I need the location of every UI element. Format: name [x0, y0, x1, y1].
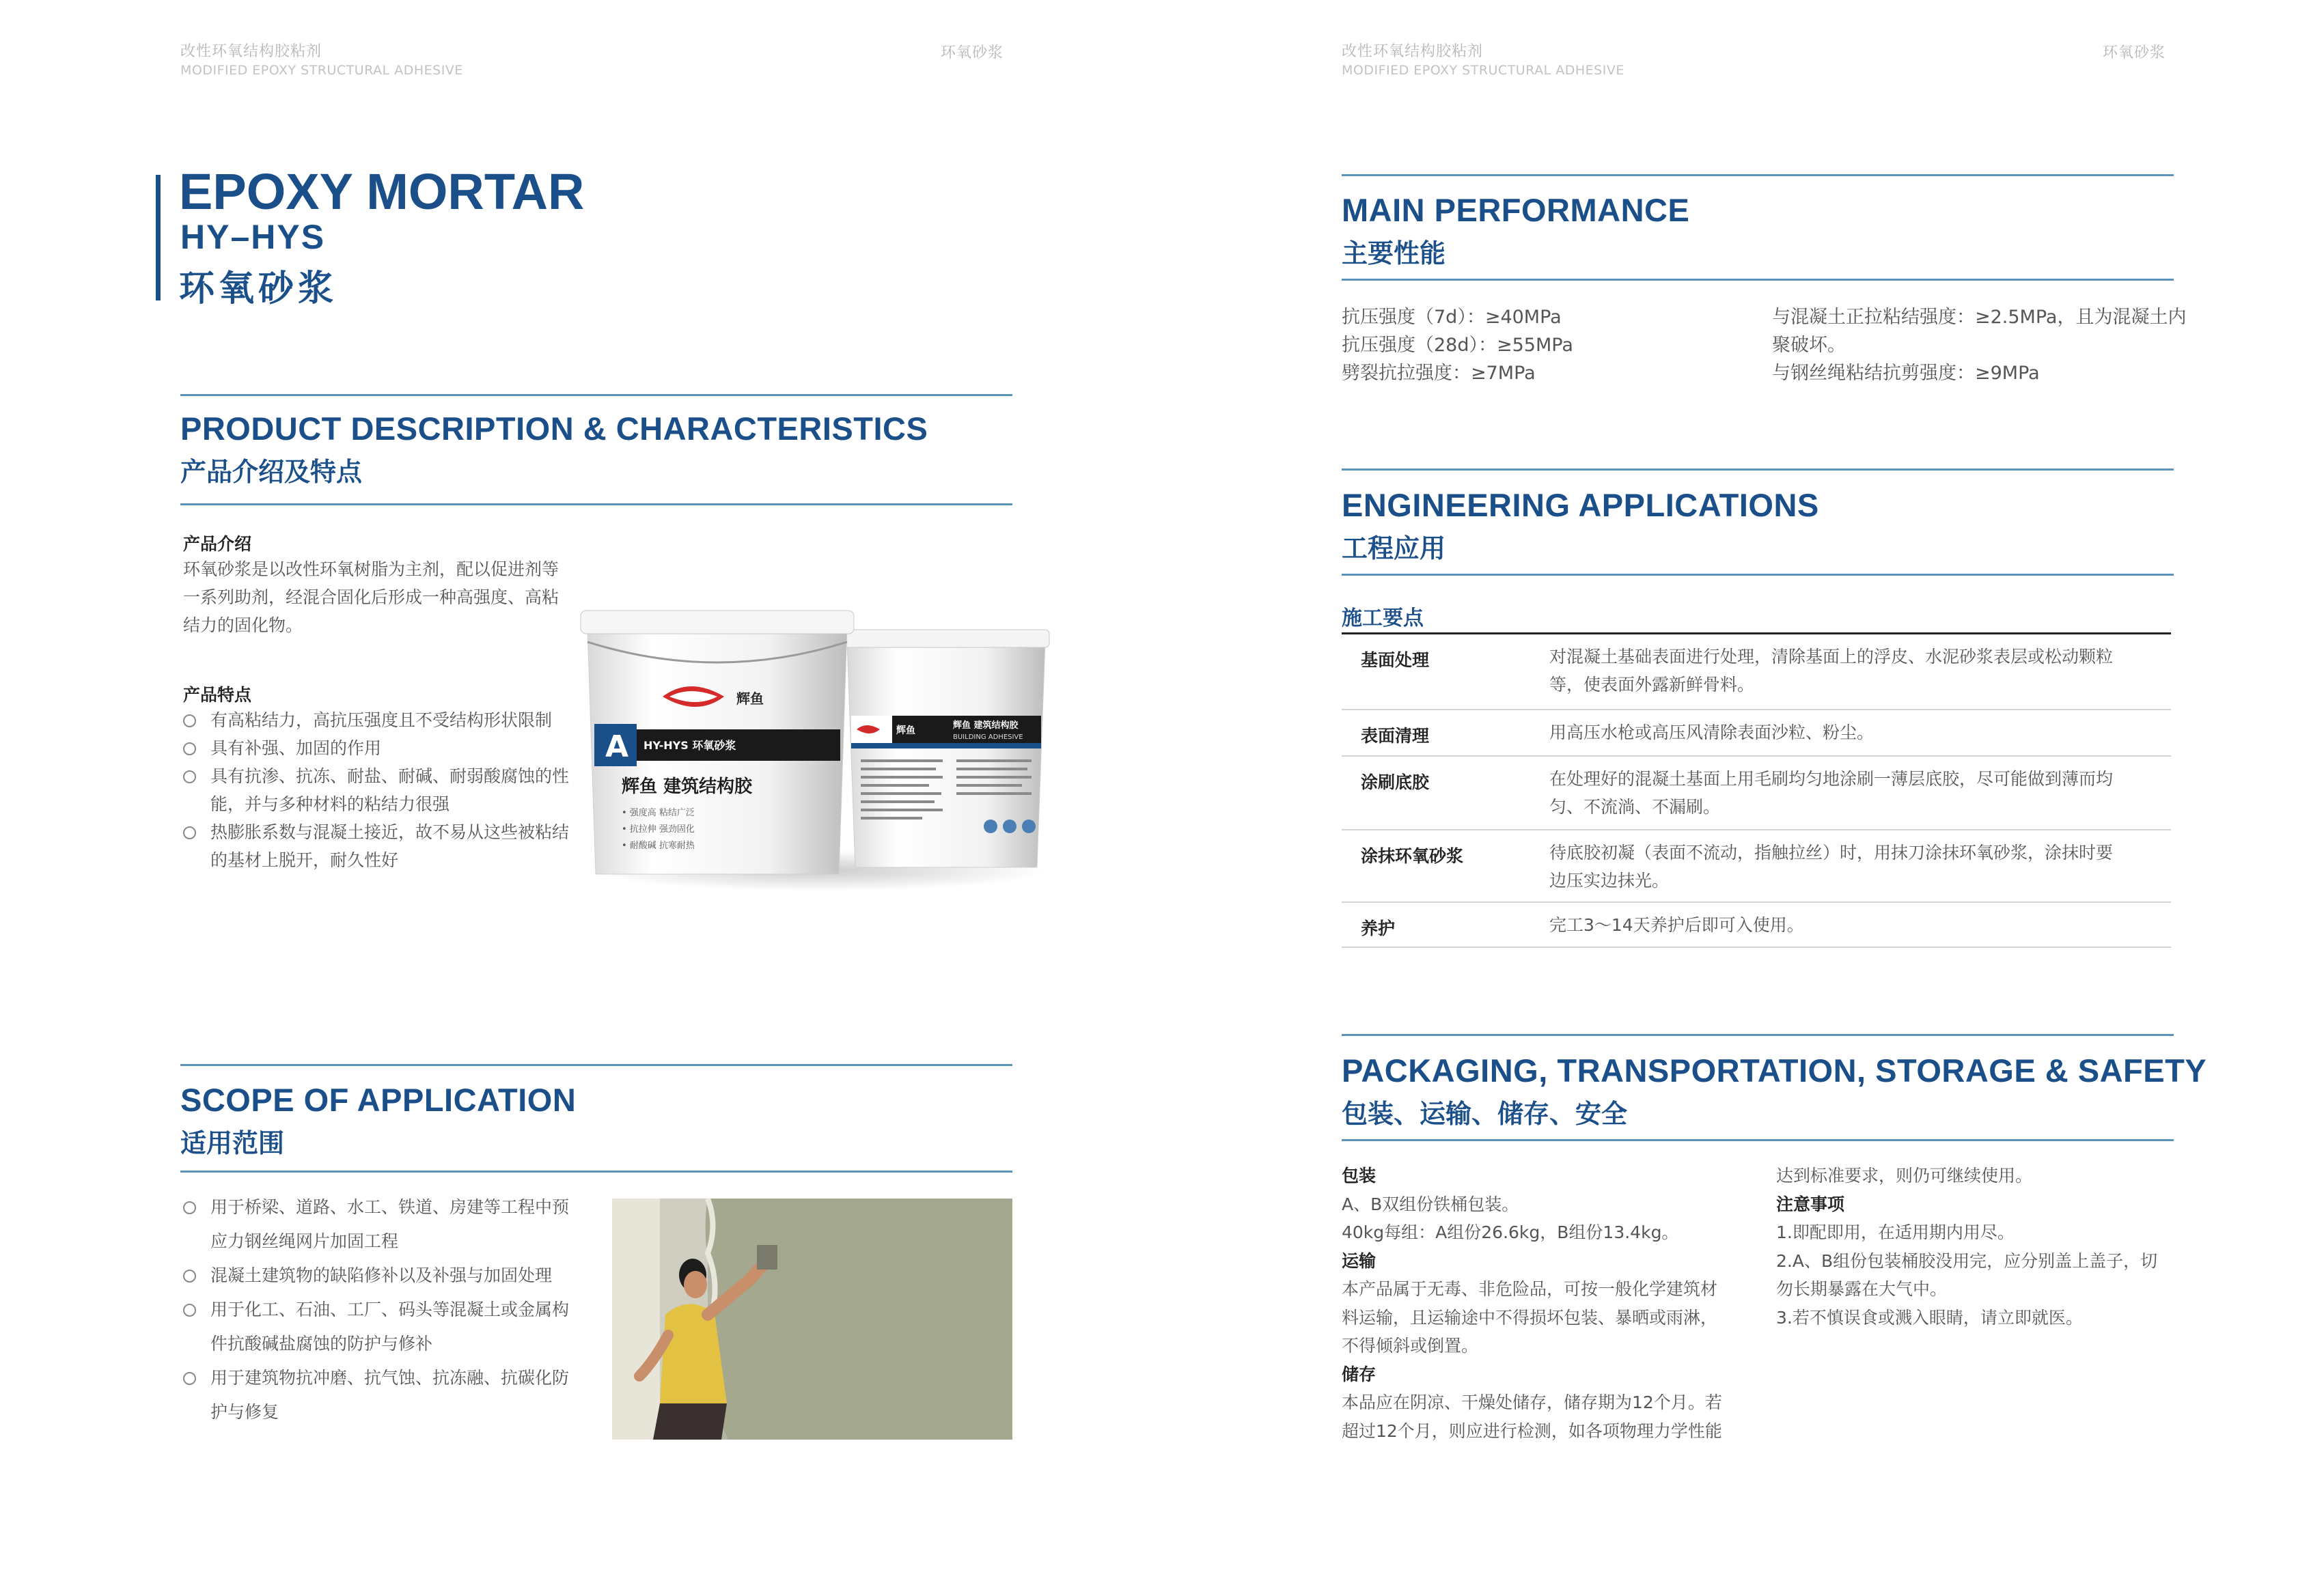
packaging-heading-en: PACKAGING, TRANSPORTATION, STORAGE & SAFETY	[1342, 1052, 2207, 1089]
packaging-line: 1.即配即用，在适用期内用尽。	[1776, 1222, 2015, 1242]
header-left-topic: 环氧砂浆	[941, 44, 1004, 61]
packaging-subheading: 储存	[1342, 1364, 1377, 1384]
list-item: 具有补强、加固的作用	[183, 734, 607, 762]
divider	[1342, 1139, 2174, 1141]
divider	[1342, 174, 2174, 176]
packaging-subheading: 包装	[1342, 1166, 1377, 1186]
model-number: HY–HYS	[180, 218, 326, 256]
circle-bullet-icon	[183, 1372, 196, 1385]
header-left-en: MODIFIED EPOXY STRUCTURAL ADHESIVE	[180, 63, 463, 78]
table-row: 养护 完工3～14天养护后即可入使用。	[1342, 902, 2171, 947]
divider	[180, 503, 1012, 505]
construction-photo	[612, 1199, 1012, 1440]
engineering-heading-en: ENGINEERING APPLICATIONS	[1342, 487, 1819, 523]
intro-text: 环氧砂浆是以改性环氧树脂为主剂，配以促进剂等 一系列助剂，经混合固化后形成一种高强度、高粘 结力的固化物。	[183, 559, 559, 635]
title-cn: 环氧砂浆	[179, 268, 338, 309]
packaging-line: 超过12个月，则应进行检测，如各项物理力学性能	[1342, 1420, 1722, 1441]
packaging-heading-cn: 包装、运输、储存、安全	[1342, 1099, 1628, 1129]
header-right-topic: 环氧砂浆	[2103, 44, 2166, 61]
bucket-a-model: HY-HYS 环氧砂浆	[644, 739, 736, 752]
circle-bullet-icon	[183, 1304, 196, 1317]
table-title: 施工要点	[1342, 606, 1424, 630]
packaging-left-column	[1342, 1162, 1722, 1445]
performance-heading-en: MAIN PERFORMANCE	[1342, 192, 1690, 228]
scope-list	[183, 1190, 607, 1429]
packaging-subheading: 注意事项	[1776, 1194, 1845, 1214]
table-row: 涂刷底胶 在处理好的混凝土基面上用毛刷均匀地涂刷一薄层底胶，尽可能做到薄而均 匀、不流淌、不漏刷。	[1342, 756, 2171, 830]
intro-label: 产品介绍	[183, 534, 252, 554]
performance-right: 与混凝土正拉粘结强度：≥2.5MPa，且为混凝土内 聚破坏。 与钢丝绳粘结抗剪强度：≥9MPa	[1772, 307, 2187, 384]
bucket-a	[581, 611, 854, 874]
packaging-line: 本品应在阴凉、干燥处储存，储存期为12个月。若	[1342, 1392, 1722, 1412]
circle-bullet-icon	[183, 826, 196, 839]
bucket-b-name-en: BUILDING ADHESIVE	[953, 733, 1023, 741]
product-buckets-image	[567, 601, 1073, 901]
header-left-cn: 改性环氧结构胶粘剂	[180, 43, 322, 60]
divider	[180, 394, 1012, 396]
circle-bullet-icon	[183, 714, 196, 727]
divider	[180, 1171, 1012, 1173]
packaging-line: 2.A、B组份包装桶胶没用完，应分别盖上盖子，切	[1776, 1250, 2158, 1271]
packaging-subheading: 运输	[1342, 1250, 1377, 1271]
title-accent-bar	[156, 175, 161, 300]
header-right-en: MODIFIED EPOXY STRUCTURAL ADHESIVE	[1342, 63, 1624, 78]
table-row: 基面处理 对混凝土基础表面进行处理，清除基面上的浮皮、水泥砂浆表层或松动颗粒 等，使表面外露新鲜骨料。	[1342, 634, 2171, 710]
header-right-cn: 改性环氧结构胶粘剂	[1342, 43, 1484, 60]
product-heading-cn: 产品介绍及特点	[180, 457, 363, 487]
bucket-a-letter: A	[605, 729, 629, 764]
packaging-line: 勿长期暴露在大气中。	[1776, 1279, 1948, 1299]
packaging-line: A、B双组份铁桶包装。	[1342, 1194, 1519, 1214]
circle-bullet-icon	[183, 1270, 196, 1283]
divider	[1342, 279, 2174, 281]
bucket-b-brand: 辉鱼	[896, 725, 915, 736]
packaging-line: 本产品属于无毒、非危险品，可按一般化学建筑材	[1342, 1279, 1718, 1299]
engineering-heading-cn: 工程应用	[1342, 533, 1446, 563]
divider	[1342, 468, 2174, 471]
divider	[180, 1064, 1012, 1066]
packaging-line: 达到标准要求，则仍可继续使用。	[1776, 1166, 2033, 1186]
divider	[1342, 1034, 2174, 1036]
performance-left: 抗压强度（7d）：≥40MPa 抗压强度（28d）：≥55MPa 劈裂抗拉强度：≥7MPa	[1342, 307, 1573, 384]
scope-heading-en: SCOPE OF APPLICATION	[180, 1082, 577, 1118]
bucket-b-name: 辉鱼 建筑结构胶	[953, 720, 1019, 731]
features-label: 产品特点	[183, 685, 252, 705]
list-item: 用于化工、石油、工厂、码头等混凝土或金属构 件抗酸碱盐腐蚀的防护与修补	[183, 1293, 607, 1361]
bucket-a-point: • 强度高 粘结广泛	[622, 808, 695, 818]
packaging-line: 40kg每组：A组份26.6kg，B组份13.4kg。	[1342, 1222, 1679, 1242]
bucket-a-name: 辉鱼 建筑结构胶	[622, 776, 753, 797]
circle-bullet-icon	[183, 1201, 196, 1214]
circle-bullet-icon	[183, 742, 196, 755]
scope-heading-cn: 适用范围	[180, 1128, 285, 1158]
divider	[1342, 574, 2174, 576]
packaging-line: 不得倾斜或倒置。	[1342, 1336, 1479, 1356]
list-item: 热膨胀系数与混凝土接近，故不易从这些被粘结 的基材上脱开，耐久性好	[183, 818, 607, 874]
list-item: 具有抗渗、抗冻、耐盐、耐碱、耐弱酸腐蚀的性 能，并与多种材料的粘结力很强	[183, 762, 607, 818]
list-item: 用于桥梁、道路、水工、铁道、房建等工程中预 应力钢丝绳网片加固工程	[183, 1190, 607, 1259]
bucket-a-brand: 辉鱼	[736, 690, 764, 707]
performance-heading-cn: 主要性能	[1342, 238, 1446, 268]
packaging-line: 3.若不慎误食或溅入眼睛，请立即就医。	[1776, 1307, 2083, 1328]
application-table	[1342, 634, 2171, 948]
features-list	[183, 706, 607, 874]
bucket-a-point: • 抗拉伸 强劲固化	[622, 824, 695, 835]
page-title: EPOXY MORTAR	[179, 163, 585, 220]
product-heading-en: PRODUCT DESCRIPTION & CHARACTERISTICS	[180, 410, 928, 447]
bucket-a-point: • 耐酸碱 抗寒耐热	[622, 841, 695, 851]
circle-bullet-icon	[183, 770, 196, 783]
table-row: 表面清理 用高压水枪或高压风清除表面沙粒、粉尘。	[1342, 710, 2171, 756]
bucket-b	[843, 630, 1049, 867]
packaging-right-column	[1776, 1162, 2157, 1332]
packaging-line: 料运输，且运输途中不得损坏包装、暴晒或雨淋，	[1342, 1307, 1718, 1328]
table-row: 涂抹环氧砂浆 待底胶初凝（表面不流动，指触拉丝）时，用抹刀涂抹环氧砂浆，涂抹时要 边压实边抹光。	[1342, 830, 2171, 902]
list-item: 混凝土建筑物的缺陷修补以及补强与加固处理	[183, 1259, 607, 1293]
list-item: 用于建筑物抗冲磨、抗气蚀、抗冻融、抗碳化防 护与修复	[183, 1361, 607, 1429]
list-item: 有高粘结力，高抗压强度且不受结构形状限制	[183, 706, 607, 734]
